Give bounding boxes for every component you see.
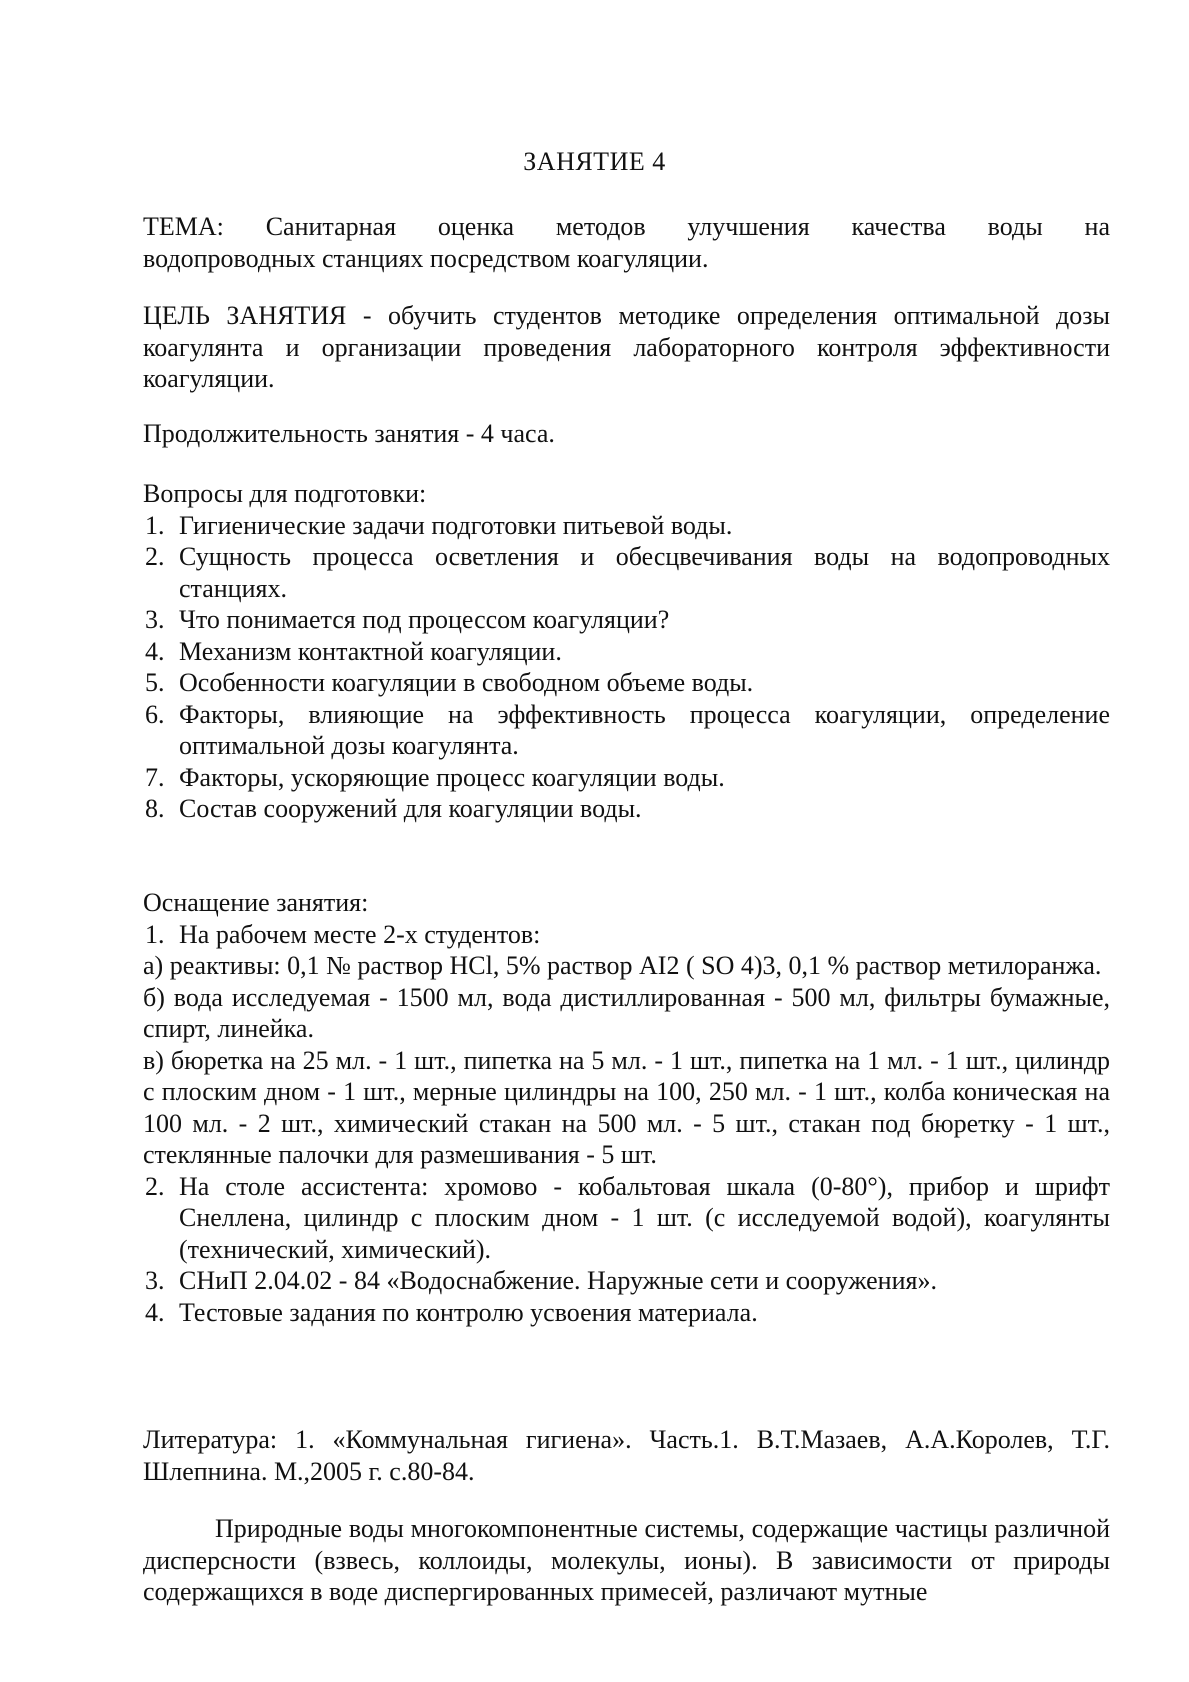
body-paragraph: Природные воды многокомпонентные системы, содержащие частицы различной дисперсности (взвесь, коллоиды, молекулы, ионы). В зависимости от природы содержащихся в воде диспергированных примесей, различают мутные bbox=[143, 1514, 1110, 1606]
question-number: 6. bbox=[145, 699, 165, 729]
question-item bbox=[143, 699, 1110, 762]
equipment-text: На рабочем месте 2-х студентов: bbox=[179, 919, 541, 949]
question-item bbox=[143, 762, 1110, 794]
question-number: 5. bbox=[145, 668, 165, 697]
question-text: Гигиенические задачи подготовки питьевой воды. bbox=[179, 510, 733, 540]
equipment-number: 2. bbox=[145, 1171, 165, 1201]
goal-paragraph: ЦЕЛЬ ЗАНЯТИЯ - обучить студентов методике определения оптимальной дозы коагулянта и организации проведения лабораторного контроля эффективности коагуляции. bbox=[143, 301, 1110, 393]
topic-block bbox=[143, 211, 1110, 274]
equipment-item bbox=[143, 1297, 1110, 1329]
question-number: 8. bbox=[145, 794, 165, 823]
topic-line-1: ТЕМА: Санитарная оценка методов улучшения качества воды на bbox=[143, 212, 1110, 241]
question-item bbox=[143, 636, 1110, 668]
equipment-number: 3. bbox=[145, 1266, 165, 1295]
question-text: Состав сооружений для коагуляции воды. bbox=[179, 794, 642, 823]
equipment-number: 1. bbox=[145, 919, 165, 949]
question-item bbox=[143, 541, 1110, 604]
question-number: 3. bbox=[145, 605, 165, 634]
question-text: Сущность процесса осветления и обесцвечивания воды на водопроводных станциях. bbox=[179, 542, 1110, 603]
question-text: Факторы, влияющие на эффективность процесса коагуляции, определение оптимальной дозы коагулянта. bbox=[179, 699, 1110, 760]
questions-list bbox=[143, 510, 1110, 825]
question-item bbox=[143, 793, 1110, 825]
equipment-list-rest bbox=[143, 1171, 1110, 1329]
questions-heading: Вопросы для подготовки: bbox=[143, 479, 427, 508]
topic-line-2: водопроводных станциях посредством коагуляции. bbox=[143, 243, 709, 273]
equipment-list-first bbox=[143, 919, 1110, 951]
questions-section bbox=[143, 478, 1110, 825]
question-number: 4. bbox=[145, 636, 165, 666]
question-number: 2. bbox=[145, 542, 165, 571]
literature-paragraph: Литература: 1. «Коммунальная гигиена». Часть.1. В.Т.Мазаев, А.А.Королев, Т.Г. Шлепнина. М.,2005 г. с.80-84. bbox=[143, 1425, 1110, 1486]
question-number: 1. bbox=[145, 510, 165, 540]
equipment-text: Тестовые задания по контролю усвоения материала. bbox=[179, 1297, 758, 1327]
equipment-reagents: а) реактивы: 0,1 № раствор HCl, 5% раствор AI2 ( SO 4)3, 0,1 % раствор метилоранжа. bbox=[143, 951, 1102, 980]
equipment-item bbox=[143, 1171, 1110, 1266]
equipment-text: На столе ассистента: хромово - кобальтовая шкала (0-80°), прибор и шрифт Снеллена, цилиндр с плоским дном - 1 шт. (с исследуемой водой), коагулянты (технический, химический). bbox=[179, 1171, 1110, 1264]
question-text: Механизм контактной коагуляции. bbox=[179, 636, 562, 666]
equipment-water: б) вода исследуемая - 1500 мл, вода дистиллированная - 500 мл, фильтры бумажные, спирт, линейка. bbox=[143, 982, 1110, 1043]
equipment-number: 4. bbox=[145, 1297, 165, 1327]
duration-text: Продолжительность занятия - 4 часа. bbox=[143, 419, 555, 448]
equipment-text: СНиП 2.04.02 - 84 «Водоснабжение. Наружные сети и сооружения». bbox=[179, 1266, 937, 1295]
question-item bbox=[143, 604, 1110, 636]
question-text: Факторы, ускоряющие процесс коагуляции воды. bbox=[179, 762, 725, 792]
question-text: Что понимается под процессом коагуляции? bbox=[179, 605, 670, 634]
question-text: Особенности коагуляции в свободном объеме воды. bbox=[179, 668, 754, 697]
question-item bbox=[143, 667, 1110, 699]
equipment-heading: Оснащение занятия: bbox=[143, 888, 369, 917]
equipment-item bbox=[143, 919, 1110, 951]
question-item bbox=[143, 510, 1110, 542]
lesson-title: ЗАНЯТИЕ 4 bbox=[523, 147, 666, 176]
equipment-glassware: в) бюретка на 25 мл. - 1 шт., пипетка на 5 мл. - 1 шт., пипетка на 1 мл. - 1 шт., цилиндр с плоским дном - 1 шт., мерные цилиндры на 100, 250 мл. - 1 шт., колба коническая на 100 мл. - 2 шт., химический стакан на 500 мл. - 5 шт., стакан под бюретку - 1 шт., стеклянные палочки для размешивания - 5 шт. bbox=[143, 1045, 1110, 1169]
equipment-section bbox=[143, 887, 1110, 1328]
equipment-item bbox=[143, 1265, 1110, 1297]
question-number: 7. bbox=[145, 762, 165, 792]
